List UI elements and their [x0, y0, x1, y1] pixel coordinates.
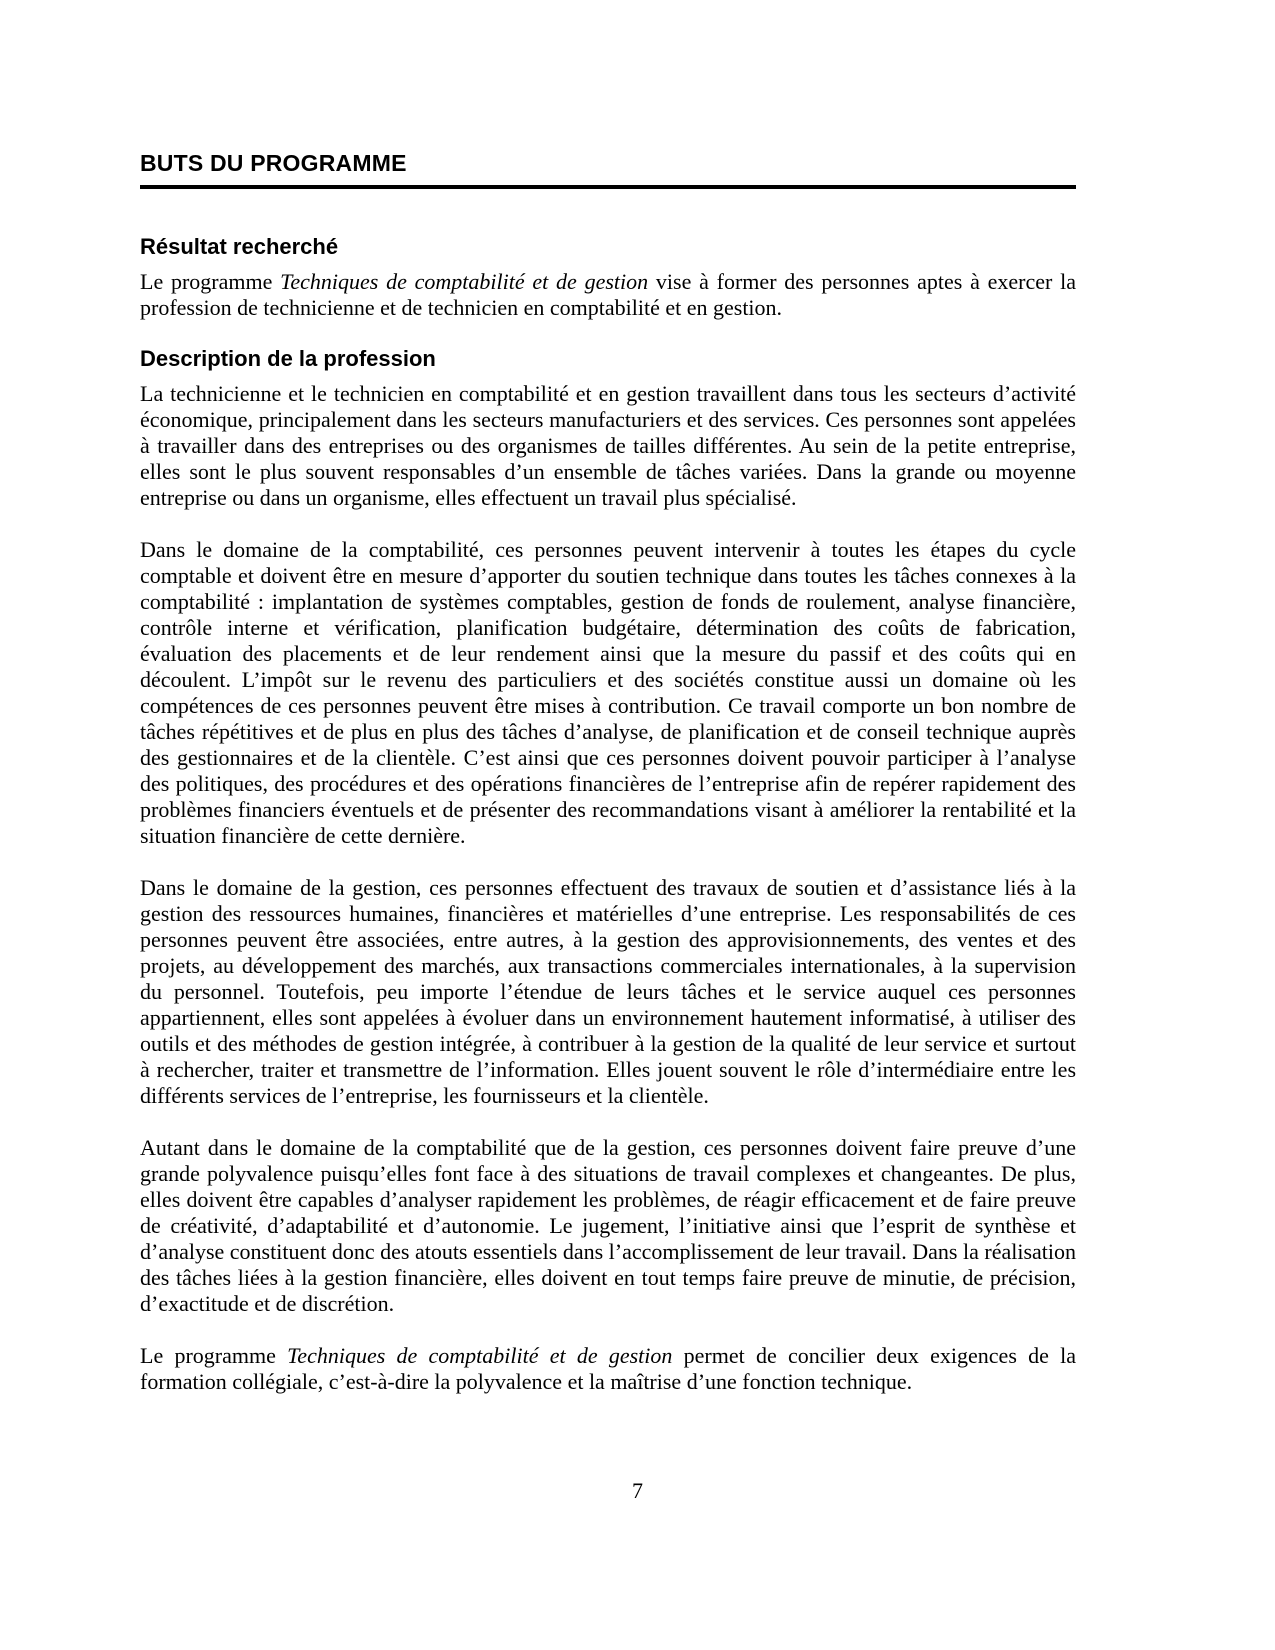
- paragraph: [140, 537, 1076, 849]
- text-segment: Le programme: [140, 269, 281, 294]
- text-segment: permet de concilier deux exigences de la formation collégiale, c’est-à-dire la polyvalence et la maîtrise d’une fonction technique.: [140, 1343, 1077, 1394]
- paragraph: [140, 1343, 1076, 1395]
- header-rule: [140, 185, 1076, 189]
- paragraph: [140, 269, 1076, 321]
- text-segment: vise à former des personnes aptes à exercer la profession de technicienne et de technicien en comptabilité et en gestion.: [140, 269, 1077, 320]
- page-title: BUTS DU PROGRAMME: [140, 150, 407, 176]
- section-resultat-recherche: [140, 235, 1076, 321]
- text-segment: Le programme: [140, 1343, 288, 1368]
- text-segment: Dans le domaine de la gestion, ces personnes effectuent des travaux de soutien et d’assistance liés à la gestion des ressources humaines, financières et matérielles d’une entreprise. Les responsabilités de ces personnes peuvent être associées, entre autres, à la gestion des approvisionnements, des ventes et des projets, au développement des marchés, aux transactions commerciales internationales, à la supervision du personnel. Toutefois, peu importe l’étendue de leurs tâches et le service auquel ces personnes appartiennent, elles sont appelées à évoluer dans un environnement hautement informatisé, à utiliser des outils et des méthodes de gestion intégrée, à contribuer à la gestion de la qualité de leur service et surtout à rechercher, traiter et transmettre de l’information. Elles jouent souvent le rôle d’intermédiaire entre les différents services de l’entreprise, les fournisseurs et la clientèle.: [140, 875, 1076, 1108]
- paragraph: [140, 875, 1076, 1109]
- text-segment: La technicienne et le technicien en comptabilité et en gestion travaillent dans tous les secteurs d’activité économique, principalement dans les secteurs manufacturiers et des services. Ces personnes sont appelées à travailler dans des entreprises ou des organismes de tailles différentes. Au sein de la petite entreprise, elles sont le plus souvent responsables d’un ensemble de tâches variées. Dans la grande ou moyenne entreprise ou dans un organisme, elles effectuent un travail plus spécialisé.: [140, 381, 1076, 510]
- program-name-italic: Techniques de comptabilité et de gestion: [280, 269, 649, 294]
- paragraph: [140, 1135, 1076, 1317]
- page-content: [140, 152, 1076, 1421]
- page-number: 7: [632, 1478, 643, 1503]
- section-heading: Description de la profession: [140, 346, 436, 371]
- section-description-profession: [140, 347, 1076, 1395]
- paragraph: [140, 381, 1076, 511]
- program-name-italic: Techniques de comptabilité et de gestion: [287, 1343, 673, 1368]
- text-segment: Dans le domaine de la comptabilité, ces personnes peuvent intervenir à toutes les étapes du cycle comptable et doivent être en mesure d’apporter du soutien technique dans toutes les tâches connexes à la comptabilité : implantation de systèmes comptables, gestion de fonds de roulement, analyse financière, contrôle interne et vérification, planification budgétaire, détermination des coûts de fabrication, évaluation des placements et de leur rendement ainsi que la mesure du passif et des coûts qui en découlent. L’impôt sur le revenu des particuliers et des sociétés constitue aussi un domaine où les compétences de ces personnes peuvent être mises à contribution. Ce travail comporte un bon nombre de tâches répétitives et de plus en plus des tâches d’analyse, de planification et de conseil technique auprès des gestionnaires et de la clientèle. C’est ainsi que ces personnes doivent pouvoir participer à l’analyse des politiques, des procédures et des opérations financières de l’entreprise afin de repérer rapidement des problèmes financiers éventuels et de présenter des recommandations visant à améliorer la rentabilité et la situation financière de cette dernière.: [140, 537, 1076, 848]
- section-heading: Résultat recherché: [140, 234, 339, 259]
- text-segment: Autant dans le domaine de la comptabilité que de la gestion, ces personnes doivent faire preuve d’une grande polyvalence puisqu’elles font face à des situations de travail complexes et changeantes. De plus, elles doivent être capables d’analyser rapidement les problèmes, de réagir efficacement et de faire preuve de créativité, d’adaptabilité et d’autonomie. Le jugement, l’initiative ainsi que l’esprit de synthèse et d’analyse constituent donc des atouts essentiels dans l’accomplissement de leur travail. Dans la réalisation des tâches liées à la gestion financière, elles doivent en tout temps faire preuve de minutie, de précision, d’exactitude et de discrétion.: [140, 1135, 1076, 1316]
